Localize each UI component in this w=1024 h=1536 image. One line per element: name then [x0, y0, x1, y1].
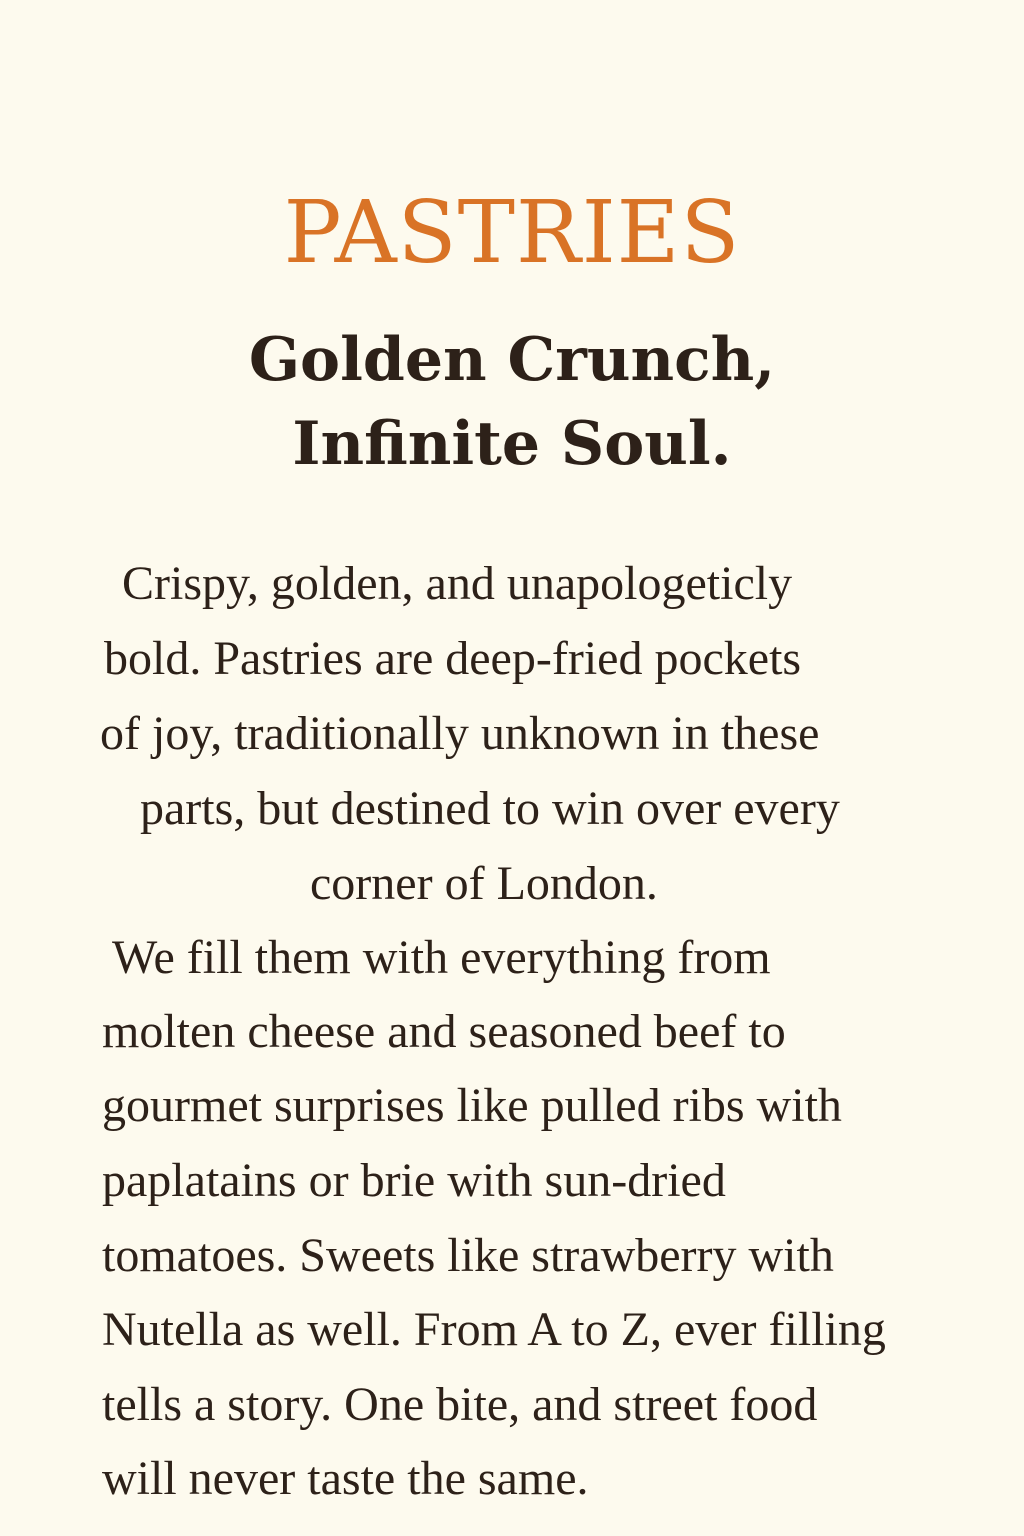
- body-line: paplatains or brie with sun-dried: [102, 1154, 726, 1207]
- tagline-line-1: Golden Crunch,: [248, 325, 776, 395]
- body-line: tells a story. One bite, and street food: [102, 1378, 818, 1431]
- intro-line: bold. Pastries are deep-fried pockets: [104, 632, 802, 685]
- body-line: Nutella as well. From A to Z, ever filling: [102, 1303, 886, 1356]
- tagline-line-2: Infinite Soul.: [292, 409, 732, 479]
- body-line: molten cheese and seasoned beef to: [102, 1005, 786, 1058]
- intro-line: corner of London.: [310, 857, 658, 910]
- page-title: PASTRIES: [283, 182, 741, 283]
- intro-line: parts, but destined to win over every: [140, 782, 840, 835]
- body-line: We fill them with everything from: [112, 931, 771, 984]
- tagline: [0, 318, 1024, 486]
- intro-line: Crispy, golden, and unapologeticly: [122, 557, 793, 610]
- body-line: gourmet surprises like pulled ribs with: [102, 1079, 842, 1132]
- body-line: will never taste the same.: [102, 1452, 589, 1505]
- intro-line: of joy, traditionally unknown in these: [100, 707, 820, 760]
- body-line: tomatoes. Sweets like strawberry with: [102, 1229, 834, 1282]
